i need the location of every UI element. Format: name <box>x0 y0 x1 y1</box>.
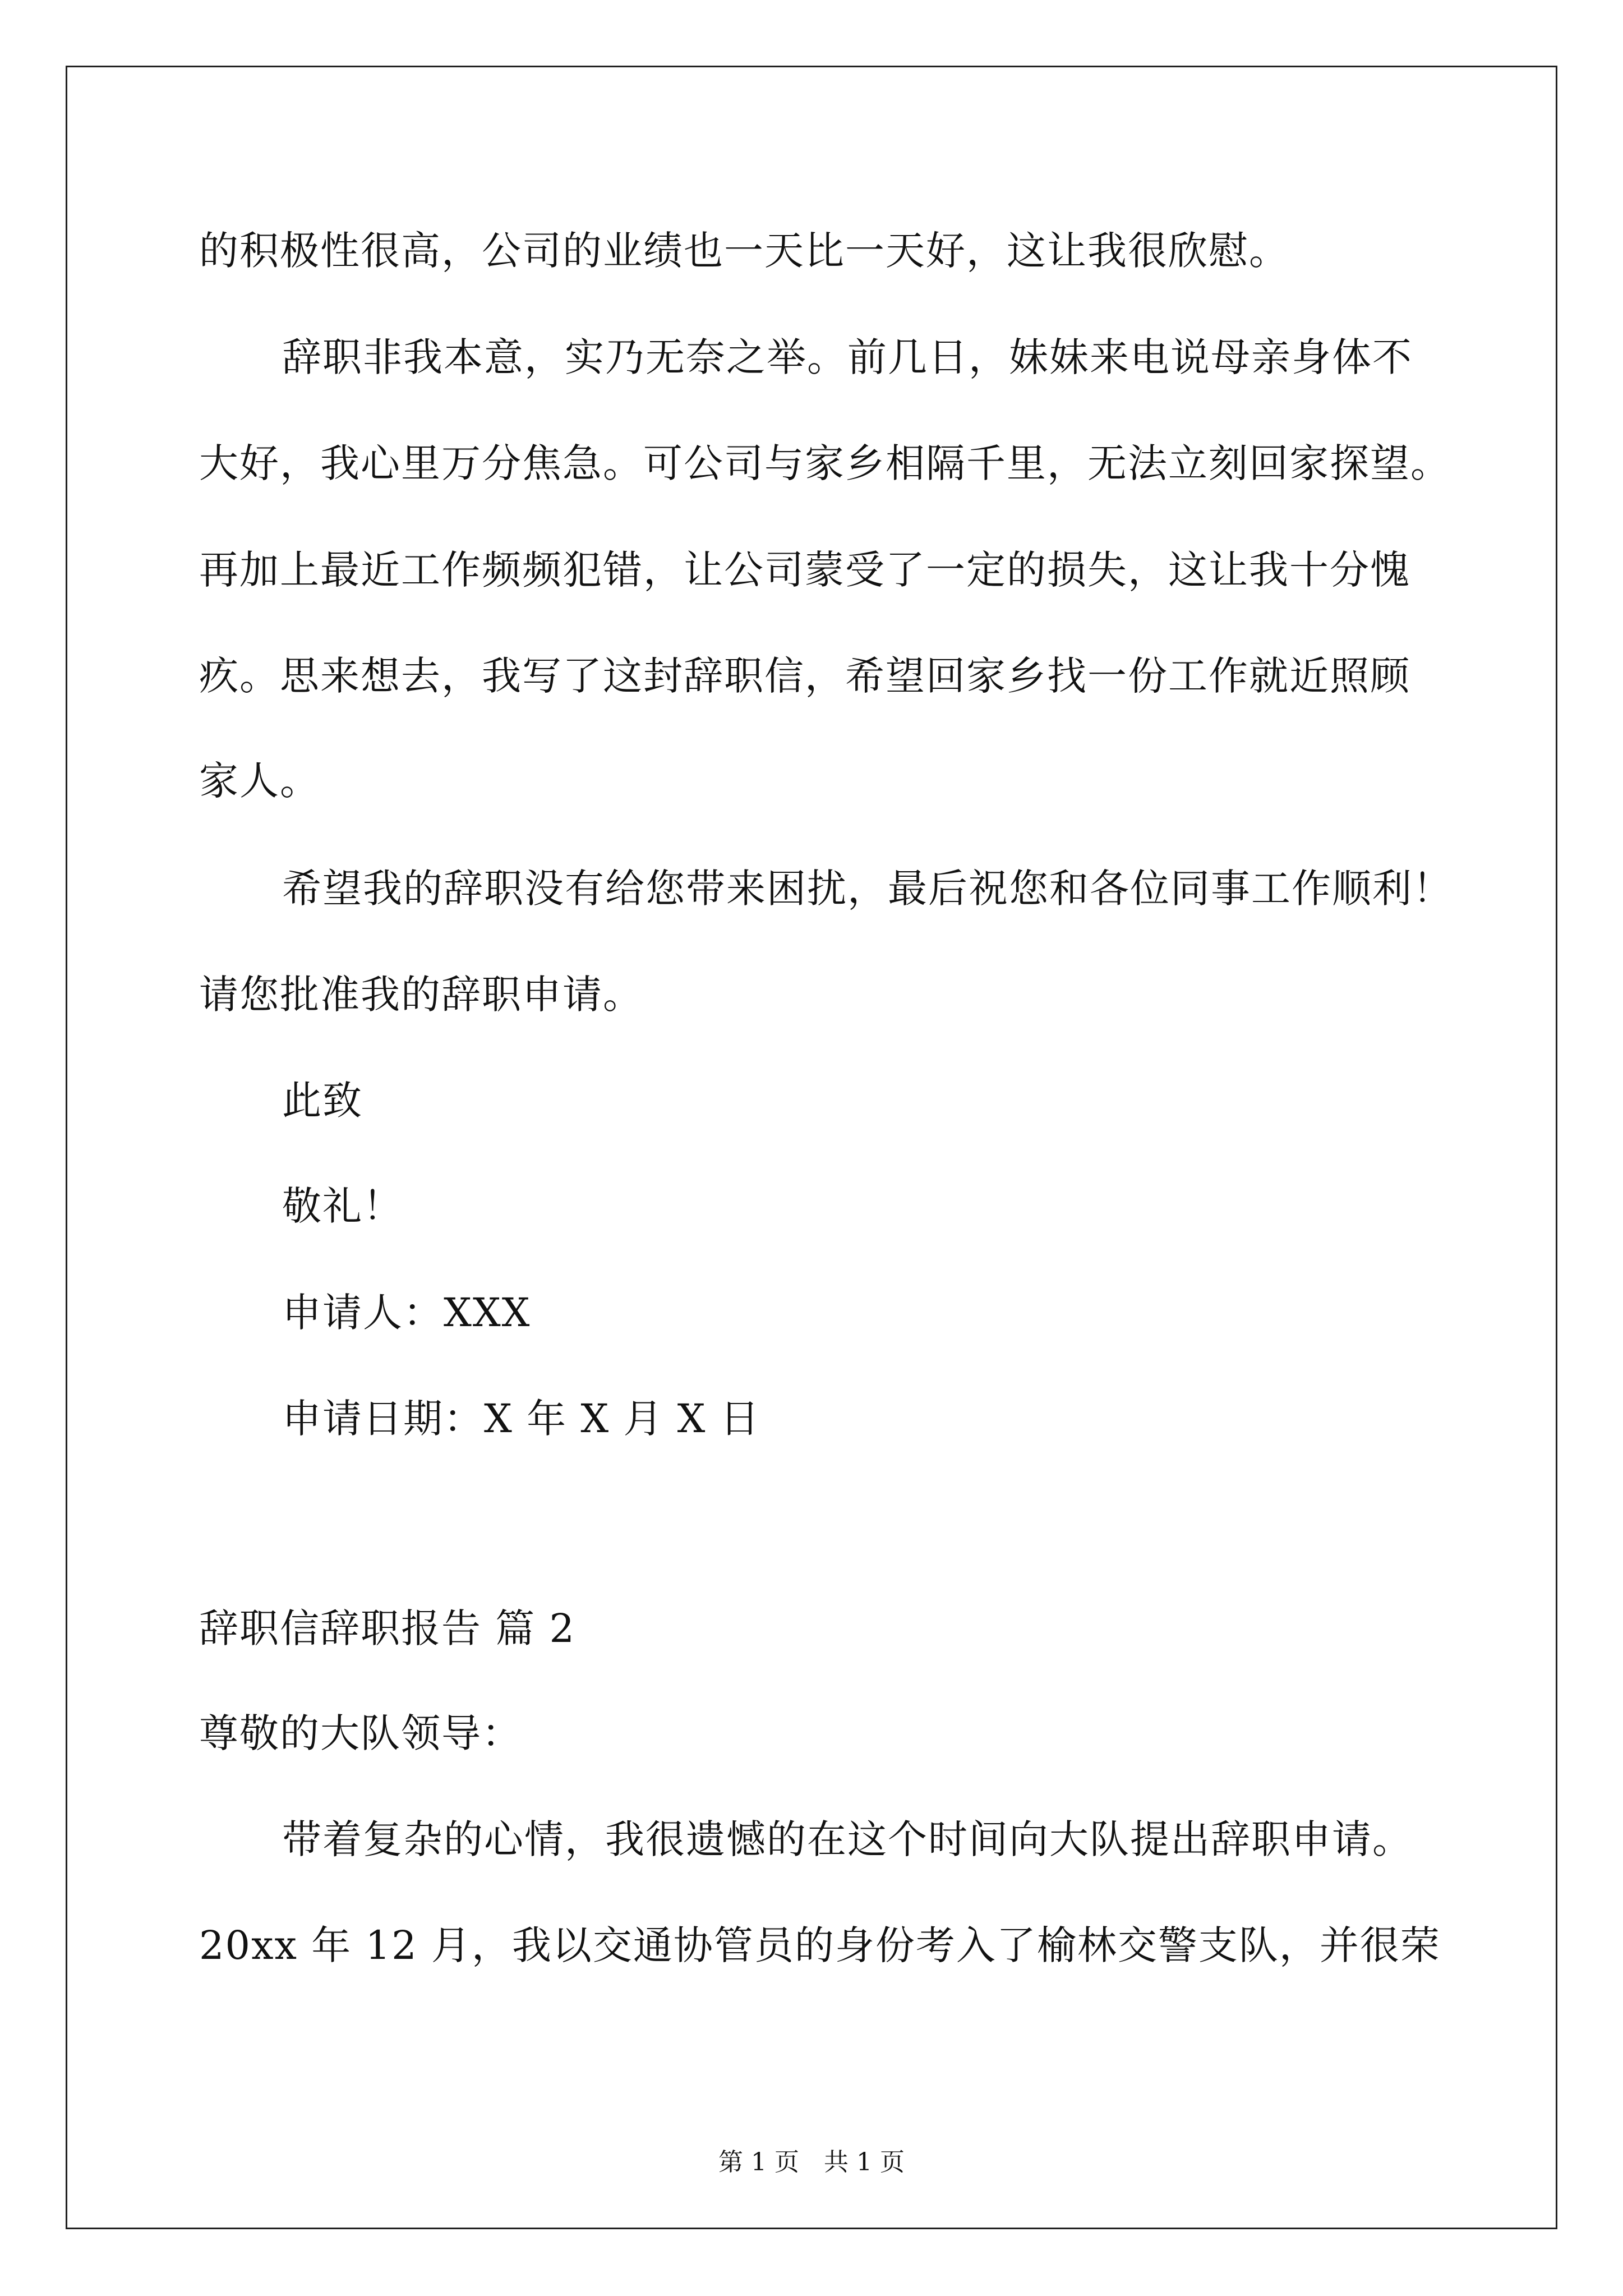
section-heading: 辞职信辞职报告 篇 2 <box>199 1605 576 1651</box>
closing-regards: 敬礼！ <box>282 1183 403 1229</box>
greeting: 尊敬的大队领导： <box>199 1710 522 1756</box>
paragraph-line: 辞职非我本意，实乃无奈之举。前几日，妹妹来电说母亲身体不 <box>282 334 1413 380</box>
page-border <box>66 66 1557 2229</box>
applicant-name: 申请人：XXX <box>282 1290 531 1336</box>
paragraph-line: 的积极性很高，公司的业绩也一天比一天好，这让我很欣慰。 <box>199 228 1289 274</box>
paragraph-line: 带着复杂的心情，我很遗憾的在这个时间向大队提出辞职申请。 <box>282 1816 1413 1862</box>
paragraph-line: 大好，我心里万分焦急。可公司与家乡相隔千里，无法立刻回家探望。 <box>199 440 1451 486</box>
paragraph-line: 再加上最近工作频频犯错，让公司蒙受了一定的损失，这让我十分愧 <box>199 547 1410 593</box>
paragraph-line: 20xx 年 12 月，我以交通协管员的身份考入了榆林交警支队，并很荣 <box>199 1922 1441 1968</box>
paragraph-line: 家人。 <box>199 758 320 804</box>
closing-salutation: 此致 <box>282 1078 363 1124</box>
paragraph-line: 疚。思来想去，我写了这封辞职信，希望回家乡找一份工作就近照顾 <box>199 653 1410 699</box>
paragraph-line: 请您批准我的辞职申请。 <box>199 972 643 1018</box>
application-date: 申请日期：X 年 X 月 X 日 <box>282 1396 760 1442</box>
page-footer: 第 1 页 共 1 页 <box>718 2148 905 2177</box>
paragraph-line: 希望我的辞职没有给您带来困扰，最后祝您和各位同事工作顺利！ <box>282 866 1453 912</box>
